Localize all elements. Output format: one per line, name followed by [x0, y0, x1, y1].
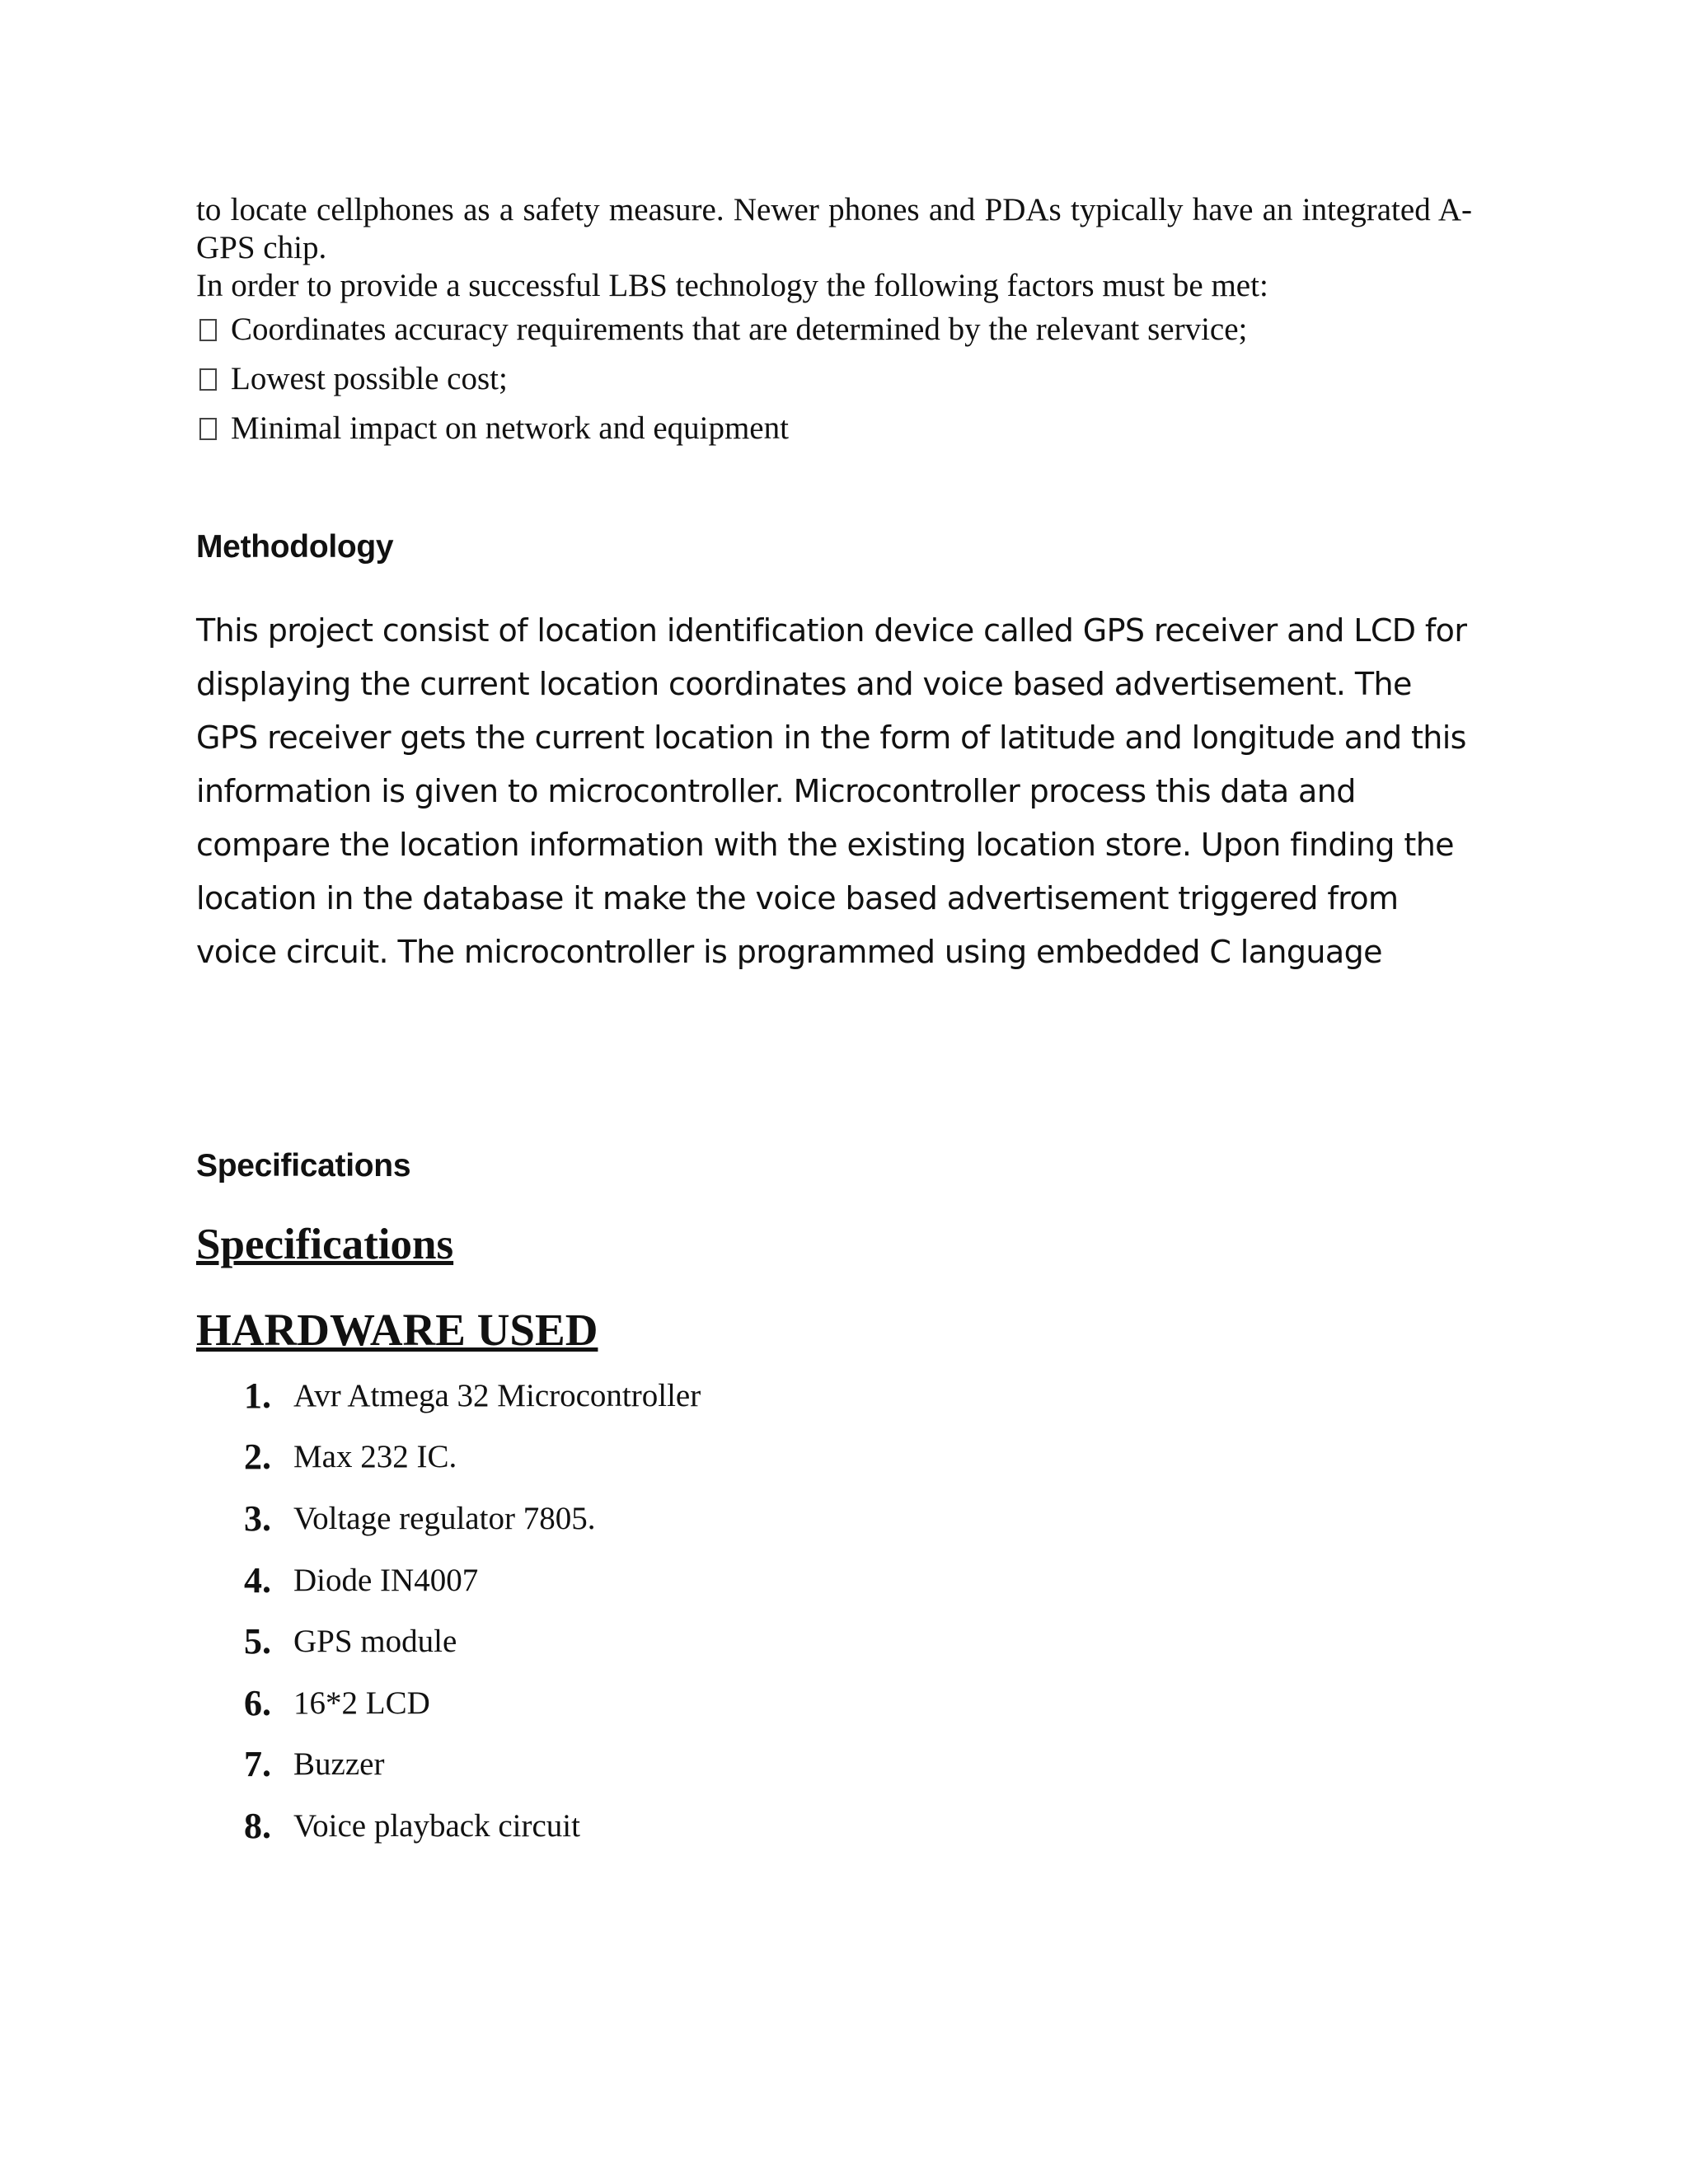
hardware-list — [244, 1365, 701, 1857]
item-number: 7. — [244, 1744, 271, 1785]
factor-text: Minimal impact on network and equipment — [231, 410, 789, 446]
item-text: Voice playback circuit — [293, 1807, 580, 1844]
item-number: 3. — [244, 1497, 271, 1539]
list-item — [244, 1549, 701, 1611]
list-item — [244, 1610, 701, 1672]
factors-list — [196, 305, 1472, 453]
list-item — [244, 1365, 701, 1427]
item-number: 5. — [244, 1621, 271, 1662]
list-item — [196, 354, 1472, 404]
factors-lead-sentence: In order to provide a successful LBS technology the following factors must be met: — [196, 268, 1268, 303]
list-item — [196, 305, 1472, 354]
methodology-heading: Methodology — [196, 529, 394, 565]
item-number: 4. — [244, 1559, 271, 1601]
missing-glyph-bullet-icon — [199, 319, 217, 341]
item-text: Avr Atmega 32 Microcontroller — [293, 1377, 701, 1413]
missing-glyph-bullet-icon — [199, 368, 217, 391]
item-text: Max 232 IC. — [293, 1439, 457, 1475]
specifications-underlined-heading: Specifications — [196, 1221, 454, 1268]
list-item — [244, 1427, 701, 1488]
hardware-used-heading: HARDWARE USED — [196, 1305, 598, 1355]
factor-text: Lowest possible cost; — [231, 361, 508, 396]
item-text: Buzzer — [293, 1746, 385, 1783]
intro-section — [196, 191, 1472, 453]
missing-glyph-bullet-icon — [199, 418, 217, 440]
item-number: 8. — [244, 1805, 271, 1846]
factor-text: Coordinates accuracy requirements that are determined by the relevant service; — [231, 312, 1248, 347]
item-number: 2. — [244, 1436, 271, 1478]
item-number: 6. — [244, 1682, 271, 1723]
list-item — [244, 1795, 701, 1857]
list-item — [244, 1672, 701, 1734]
intro-continuation-paragraph: to locate cellphones as a safety measure. Newer phones and PDAs typically have an integrated A-GPS chip. — [196, 192, 1472, 265]
list-item — [244, 1734, 701, 1796]
list-item — [244, 1488, 701, 1549]
item-text: 16*2 LCD — [293, 1685, 430, 1721]
specifications-heading: Specifications — [196, 1148, 411, 1183]
item-text: Voltage regulator 7805. — [293, 1500, 596, 1536]
methodology-paragraph: This project consist of location identification device called GPS receiver and LCD for displaying the current location coordinates and voice based advertisement. The GPS receiver gets the current location in the form of latitude and longitude and this information is given to microcontroller. Microcontroller process this data and compare the location information with the existing location store. Upon finding the location in the database it make the voice based advertisement triggered from voice circuit. The microcontroller is programmed using embedded C language — [196, 612, 1467, 970]
item-number: 1. — [244, 1375, 271, 1416]
list-item — [196, 404, 1472, 453]
item-text: GPS module — [293, 1624, 457, 1660]
item-text: Diode IN4007 — [293, 1562, 479, 1598]
